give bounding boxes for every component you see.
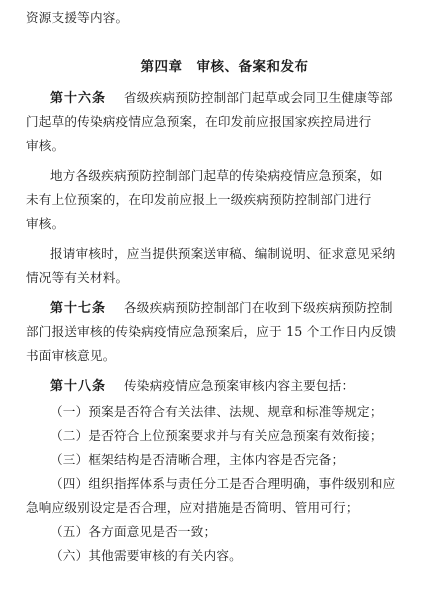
article-16-line3: 审核。 (26, 138, 65, 153)
paragraph-local-line1: 地方各级疾病预防控制部门起草的传染病疫情应急预案，如 (50, 168, 383, 183)
article-18 (26, 374, 423, 398)
list-item-continuation: 急响应级别设定是否合理，应对措施是否简明、管用可行； (26, 500, 359, 515)
list-item: （三）框架结构是否清晰合理，主体内容是否完备； (50, 452, 345, 467)
top-line: 资源支援等内容。 (26, 10, 129, 25)
article-17-line1: 各级疾病预防控制部门在收到下级疾病预防控制 (124, 300, 393, 315)
paragraph-local-line2: 未有上位预案的，在印发前应报上一级疾病预防控制部门进行 (26, 192, 372, 207)
paragraph-local-levels (26, 164, 423, 236)
article-17-label: 第十七条 (50, 301, 107, 316)
article-18-label: 第十八条 (50, 379, 107, 394)
article-17-line2: 部门报送审核的传染病疫情应急预案后，应于 15 个工作日内反馈 (26, 324, 397, 339)
article-16-label: 第十六条 (50, 91, 107, 106)
list-item: （六）其他需要审核的有关内容。 (50, 548, 242, 563)
chapter-heading (26, 54, 423, 80)
article-18-line1: 传染病疫情应急预案审核内容主要包括： (124, 378, 355, 393)
paragraph-materials (26, 242, 423, 290)
list-item: （四）组织指挥体系与责任分工是否合理明确，事件级别和应 (50, 476, 396, 491)
list-item: （一）预案是否符合有关法律、法规、规章和标准等规定； (50, 404, 383, 419)
article-16-line2: 门起草的传染病疫情应急预案，在印发前应报国家疾控局进行 (26, 114, 372, 129)
article-16 (26, 86, 423, 158)
article-17 (26, 296, 423, 368)
chapter-title: 审核、备案和发布 (196, 59, 309, 75)
paragraph-materials-line1: 报请审核时，应当提供预案送审稿、编制说明、征求意见采纳 (50, 246, 396, 261)
list-item: （二）是否符合上位预案要求并与有关应急预案有效衔接； (50, 428, 383, 443)
article-16-line1: 省级疾病预防控制部门起草或会同卫生健康等部 (124, 90, 393, 105)
paragraph-materials-line2: 情况等有关材料。 (26, 270, 129, 285)
list-item: （五）各方面意见是否一致； (50, 524, 217, 539)
article-17-line3: 书面审核意见。 (26, 348, 116, 363)
paragraph-local-line3: 审核。 (26, 216, 65, 231)
chapter-number: 第四章 (140, 59, 183, 75)
